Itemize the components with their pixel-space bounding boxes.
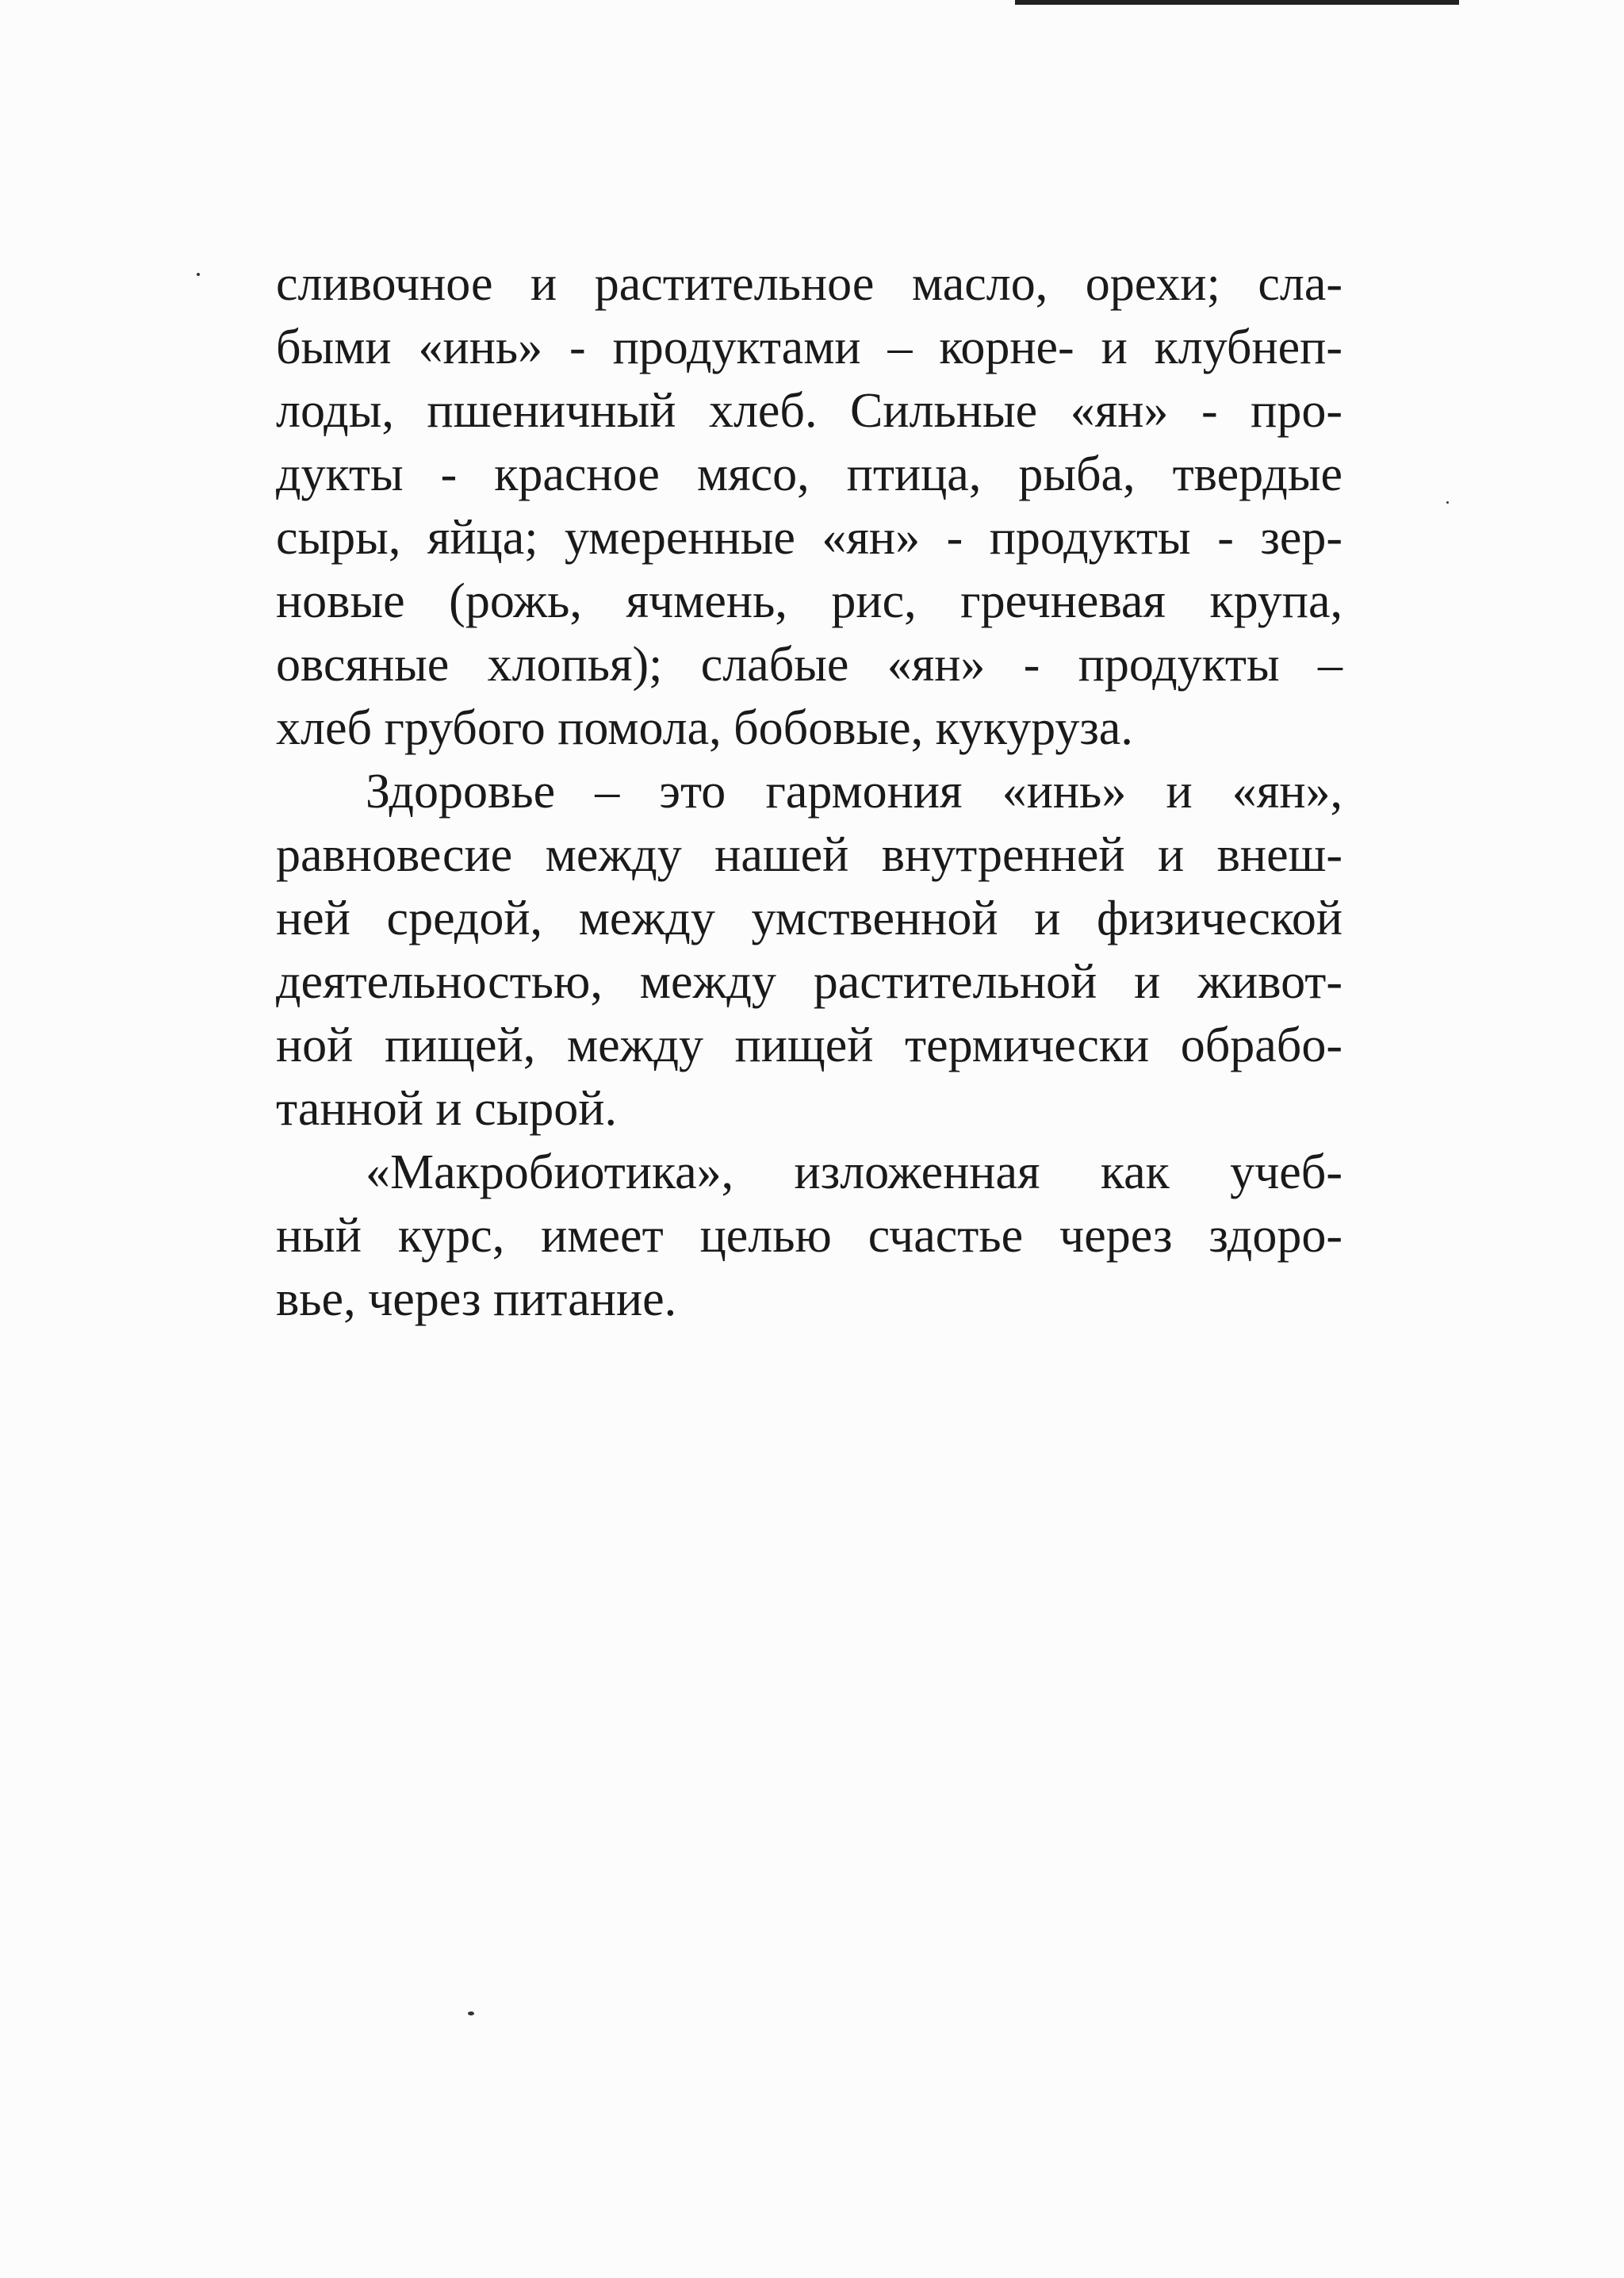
text-line: «Макробиотика», изложенная как учеб- — [366, 1145, 1342, 1199]
top-edge-rule — [1015, 0, 1459, 5]
text-line: ный курс, имеет целью счастье через здоро- — [276, 1209, 1342, 1263]
text-line: ней средой, между умственной и физической — [276, 892, 1342, 945]
text-line: танной и сырой. — [276, 1082, 617, 1136]
text-line: равновесие между нашей внутренней и внеш- — [276, 828, 1342, 882]
page-body — [276, 252, 1342, 1331]
scan-speck — [468, 2011, 474, 2015]
text-line: новые (рожь, ячмень, рис, гречневая крупа, — [276, 574, 1342, 628]
text-line: Здоровье – это гармония «инь» и «ян», — [366, 765, 1342, 819]
text-line: сливочное и растительное масло, орехи; сла- — [276, 257, 1342, 311]
scan-speck — [197, 273, 200, 276]
text-line: хлеб грубого помола, бобовые, кукуруза. — [276, 701, 1133, 755]
text-line: дукты - красное мясо, птица, рыба, твердые — [276, 447, 1342, 501]
text-line: вье, через питание. — [276, 1272, 677, 1326]
text-line: овсяные хлопья); слабые «ян» - продукты – — [276, 638, 1342, 692]
text-line: ной пищей, между пищей термически обрабо- — [276, 1018, 1342, 1072]
text-line: сыры, яйца; умеренные «ян» - продукты - зер- — [276, 511, 1342, 565]
scan-speck — [1446, 501, 1449, 504]
text-line: быми «инь» - продуктами – корне- и клубнеп- — [276, 320, 1342, 374]
text-line: деятельностью, между растительной и живот- — [276, 955, 1342, 1009]
text-line: лоды, пшеничный хлеб. Сильные «ян» - про- — [276, 384, 1342, 438]
